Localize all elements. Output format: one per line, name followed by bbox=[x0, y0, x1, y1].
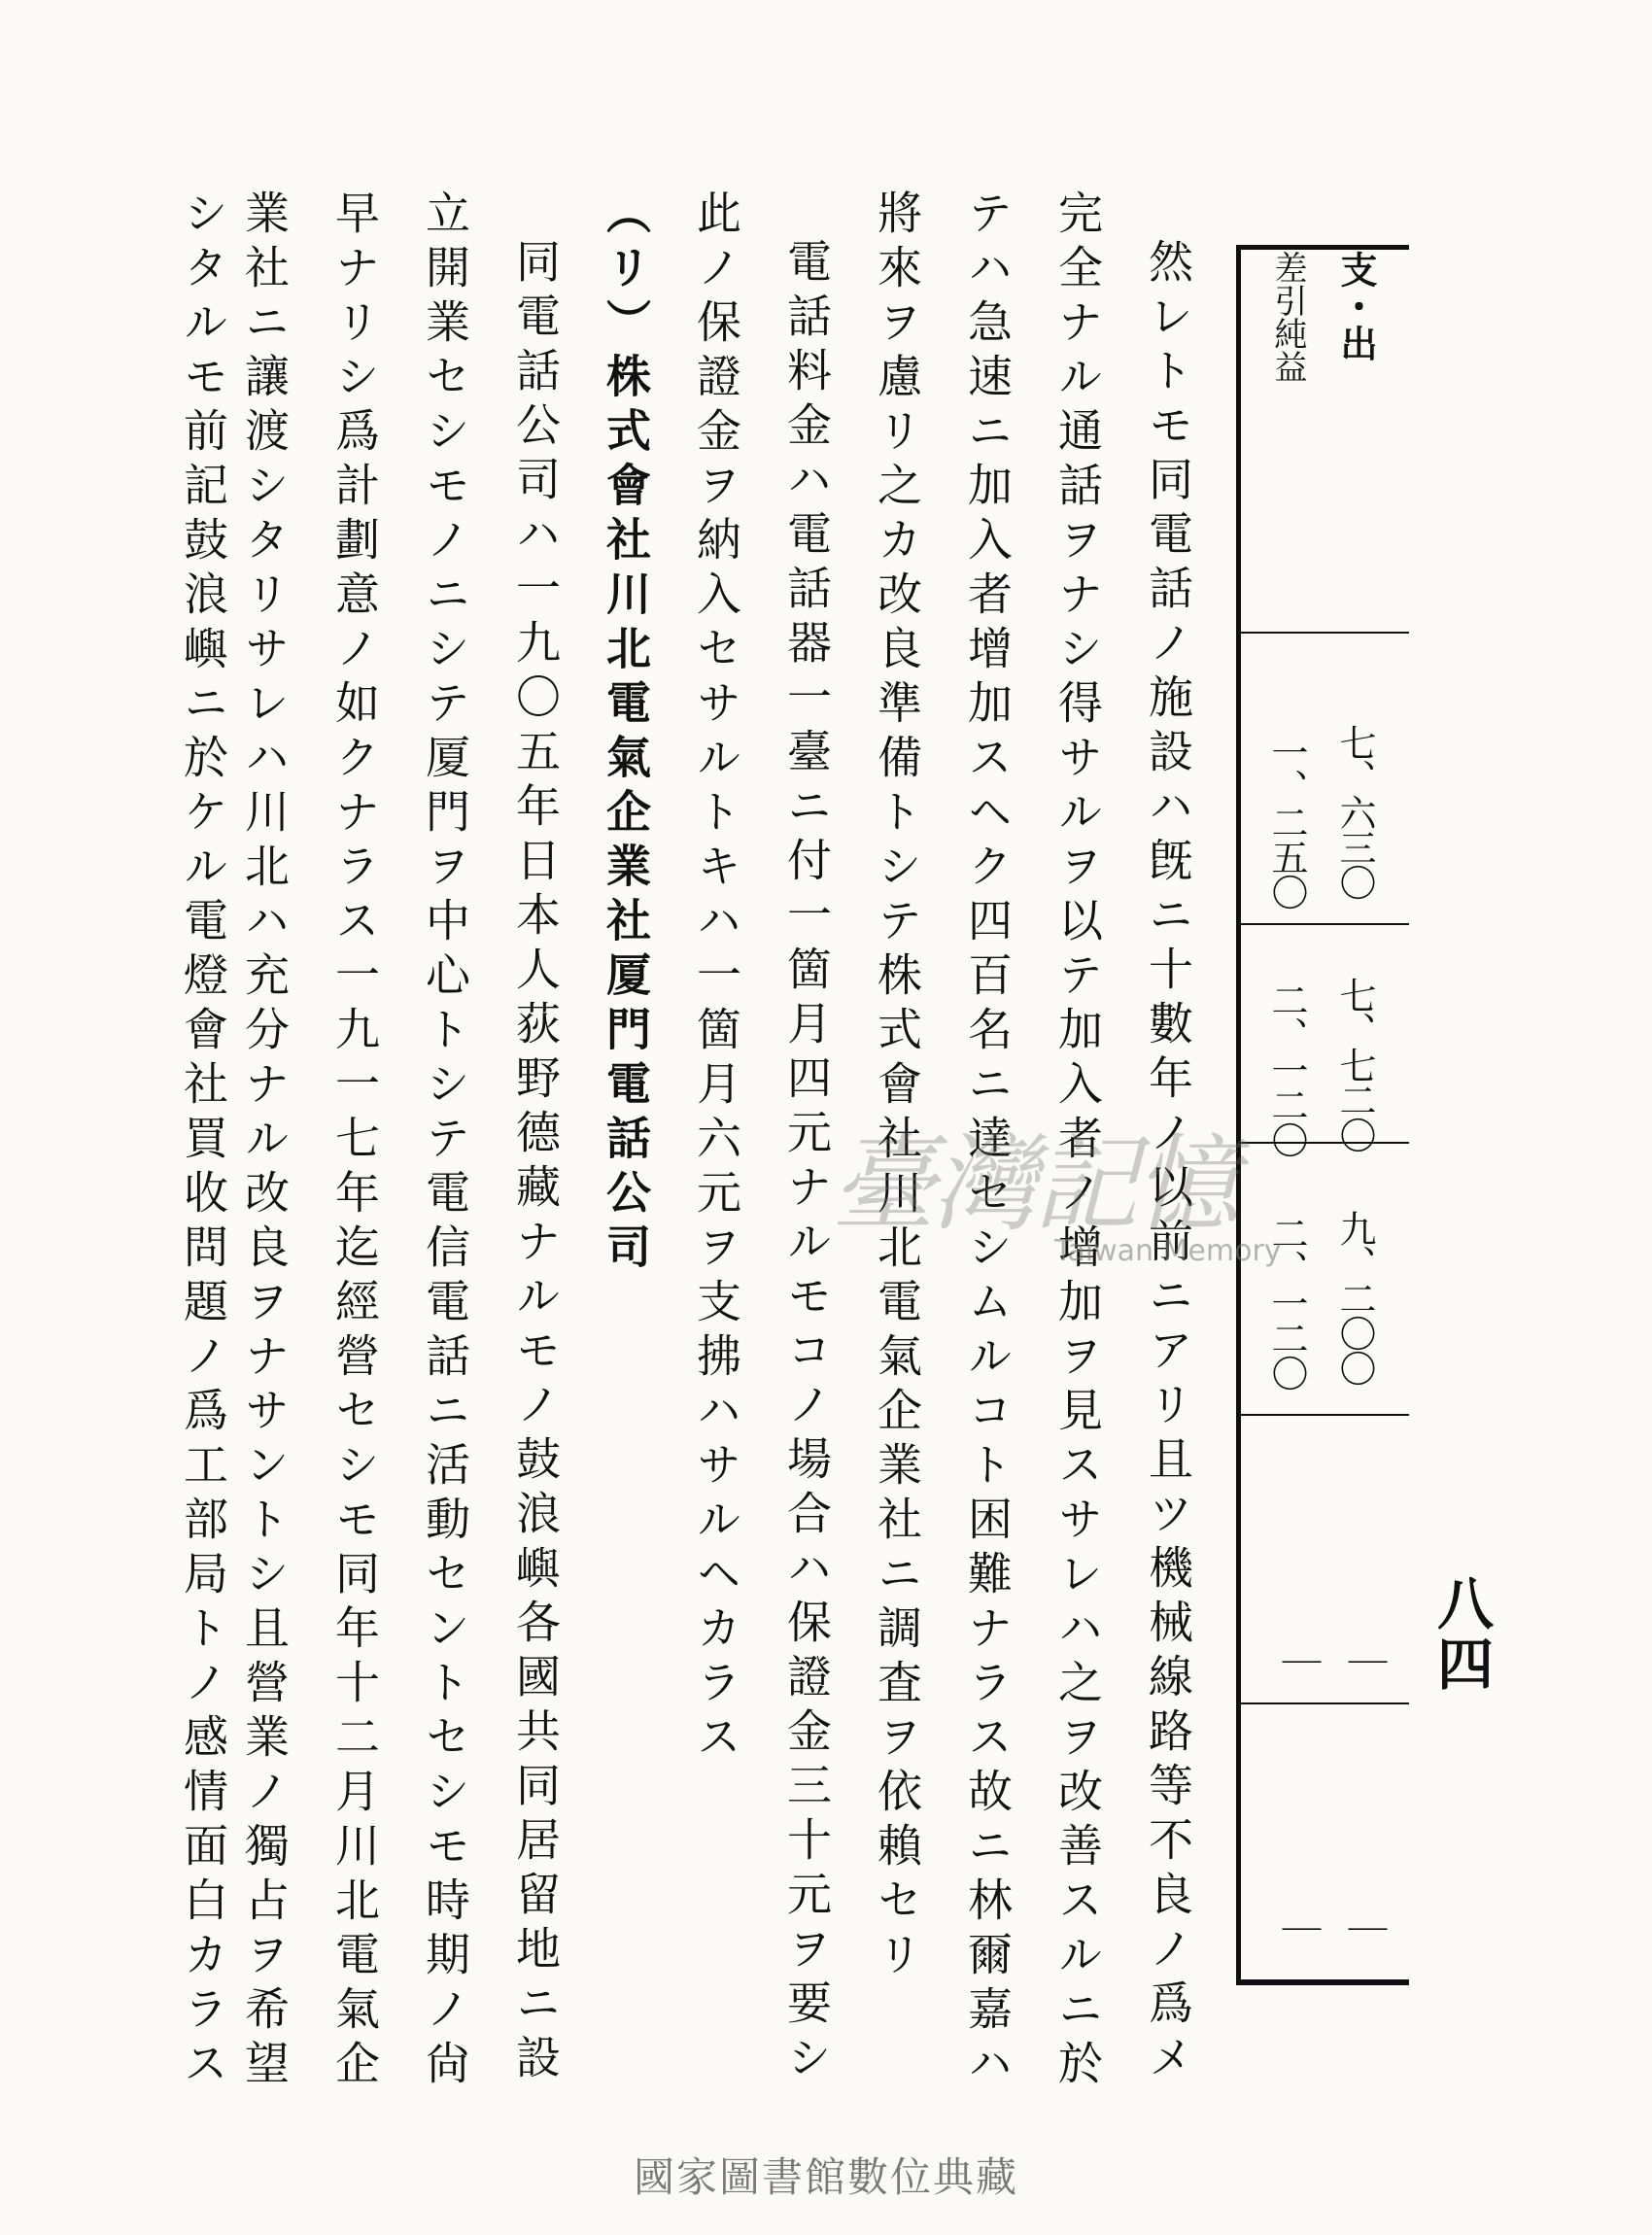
table-row-rule bbox=[1236, 1702, 1409, 1704]
table-header-net-profit: 差引純益 bbox=[1268, 251, 1307, 383]
table-top-rule bbox=[1236, 245, 1409, 250]
library-footer: 國家圖書館數位典藏 bbox=[633, 2153, 1018, 2201]
text-line: 完全ナル通話ヲナシ得サルヲ以テ加入者ノ增加ヲ見スサレハ之ヲ改善スルニ於 bbox=[1051, 189, 1104, 2094]
section-heading: （リ）株式會社川北電氣企業社厦門電話公司 bbox=[600, 189, 652, 1278]
table-cell: 一、二五〇 bbox=[1265, 734, 1308, 909]
table-cell: ｜ bbox=[1276, 1642, 1321, 1681]
text-line: 將來ヲ慮リ之カ改良準備トシテ株式會社川北電氣企業社ニ調査ヲ依賴セリ bbox=[871, 189, 923, 1985]
table-header-outflow: 支・出 bbox=[1334, 251, 1378, 361]
table-left-rule bbox=[1236, 245, 1241, 1984]
text-line: 此ノ保證金ヲ納入セサルトキハ一箇月六元ヲ支拂ハサルヘカラス bbox=[690, 189, 742, 1768]
text-line: 電話料金ハ電話器一臺ニ付一箇月四元ナルモコノ場合ハ保證金三十元ヲ要シ bbox=[780, 238, 833, 2088]
table-cell: 二、一二〇 bbox=[1265, 1215, 1308, 1390]
table-bottom-rule bbox=[1236, 1979, 1409, 1985]
text-line: 然レトモ同電話ノ施設ハ旣ニ十數年ノ以前ニアリ且ツ機械線路等不良ノ爲メ bbox=[1142, 238, 1194, 2088]
table-cell: 七、六三〇 bbox=[1333, 724, 1376, 899]
text-line: 同電話公司ハ一九〇五年日本人荻野德藏ナルモノ鼓浪嶼各國共同居留地ニ設 bbox=[509, 238, 562, 2088]
text-line: 業社ニ讓渡シタリサレハ川北ハ充分ナル改良ヲナサントシ且營業ノ獨占ヲ希望 bbox=[238, 189, 291, 2094]
table-cell: 七、七二〇 bbox=[1333, 977, 1376, 1152]
table-row-rule bbox=[1236, 1142, 1409, 1144]
page-number: 八四 bbox=[1428, 1574, 1494, 1695]
table-row-rule bbox=[1236, 632, 1409, 634]
table-cell: ｜ bbox=[1342, 1909, 1387, 1948]
text-line: シタルモ前記鼓浪嶼ニ於ケル電燈會社買收問題ノ爲工部局トノ感情面白カラス bbox=[177, 189, 229, 2094]
table-row-rule bbox=[1236, 923, 1409, 925]
table-cell: 二、一二〇 bbox=[1265, 981, 1308, 1156]
watermark-english: Taiwan Memory bbox=[1054, 1234, 1282, 1268]
table-row-rule bbox=[1236, 1414, 1409, 1416]
table-cell: ｜ bbox=[1342, 1642, 1387, 1681]
watermark-chinese: 臺灣記憶 bbox=[831, 1124, 1236, 1246]
text-line: テハ急速ニ加入者增加スヘク四百名ニ達セシムルコト困難ナラス故ニ林爾嘉ハ bbox=[961, 189, 1014, 2094]
text-line: 立開業セシモノニシテ厦門ヲ中心トシテ電信電話ニ活動セントセシモ時期ノ尙 bbox=[419, 189, 471, 2094]
text-line: 早ナリシ爲計劃意ノ如クナラス一九一七年迄經營セシモ同年十二月川北電氣企 bbox=[328, 189, 381, 2094]
table-cell: 九、二〇〇 bbox=[1333, 1210, 1376, 1385]
table-cell: ｜ bbox=[1276, 1909, 1321, 1948]
